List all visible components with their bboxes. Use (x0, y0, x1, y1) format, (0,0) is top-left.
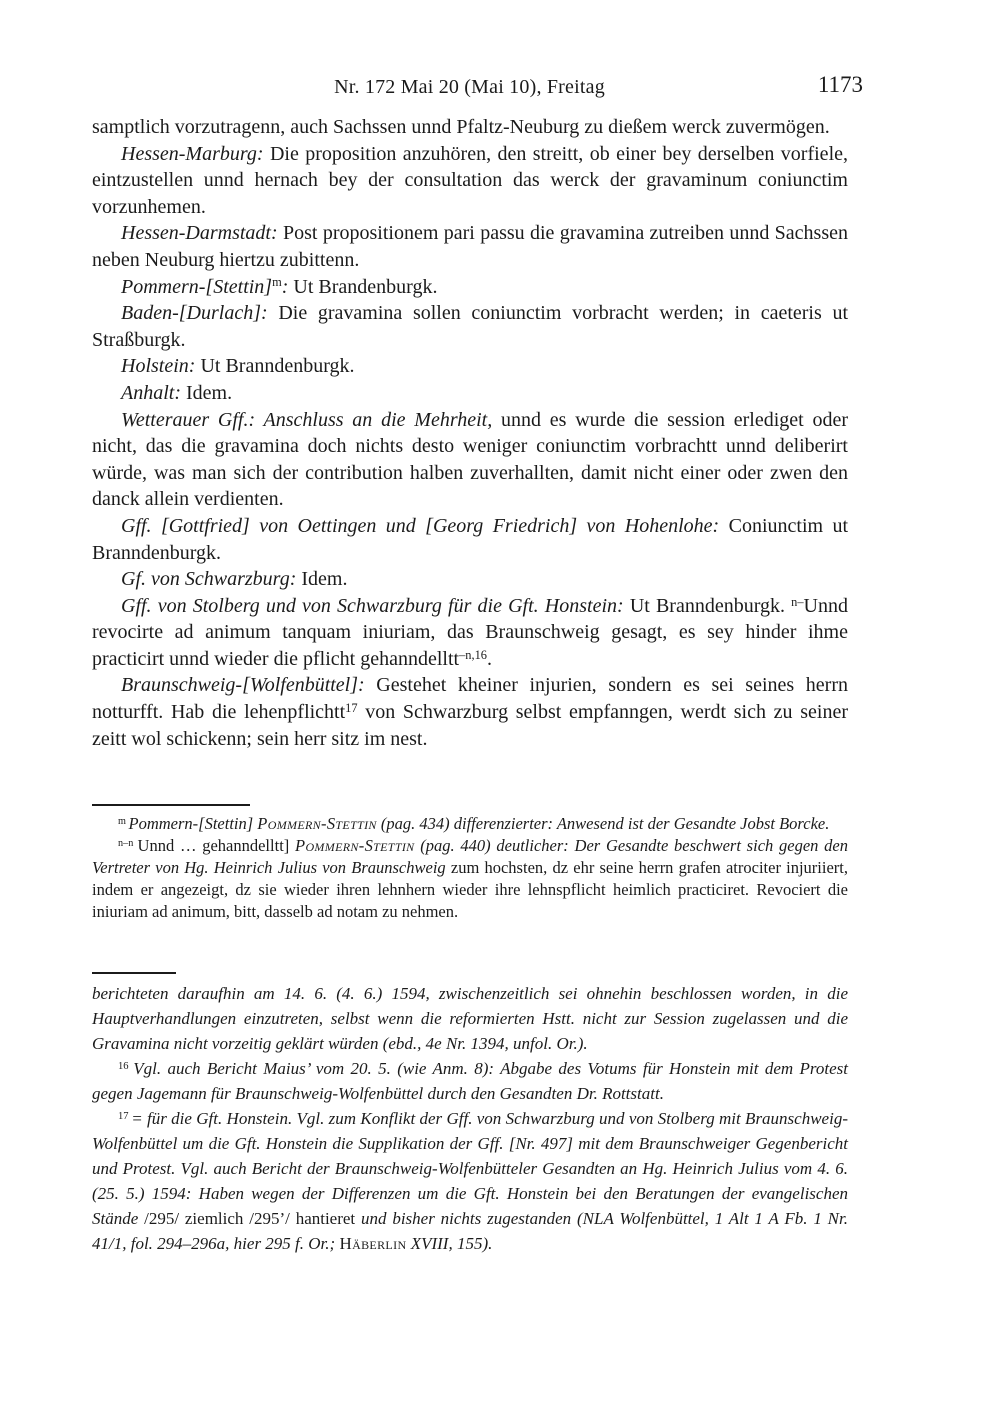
text-segment: . (486, 647, 492, 670)
paragraph (92, 513, 848, 566)
paragraph (92, 1106, 848, 1256)
text-segment: Pommern-Stettin (257, 814, 377, 833)
text-segment: Baden-[Durlach]: (121, 302, 279, 325)
running-head-title: Nr. 172 Mai 20 (Mai 10), Freitag (334, 76, 605, 98)
footnote-marker: m (118, 815, 129, 827)
text-segment: Pommern-[Stettin] (121, 275, 273, 298)
text-segment: von Schwarzburg selbst empfanngen, werdt sich zu seiner zeitt wol schickenn; sein herr sitz im nest. (92, 701, 848, 750)
text-segment: XVIII, 155). (406, 1234, 493, 1253)
apparatus-section (92, 804, 848, 923)
paragraph (92, 353, 848, 380)
paragraph (92, 672, 848, 752)
text-segment: Pommern-[Stettin] (128, 814, 258, 833)
footnote-marker: 17 (345, 700, 358, 715)
paragraph (92, 835, 848, 923)
text-segment: Hessen-Darmstadt: (121, 222, 284, 245)
apparatus-notes (92, 813, 848, 923)
apparatus-separator-rule (92, 804, 250, 806)
paragraph (92, 593, 848, 673)
text-segment: Wetterauer Gff.: Anschluss an die Mehrheit, (121, 408, 502, 431)
paragraph (92, 1056, 848, 1106)
paragraph (92, 274, 848, 301)
text-segment: Gff. von Stolberg und von Schwarzburg für die Gft. Honstein: (121, 594, 630, 617)
text-segment: Braunschweig-[Wolfenbüttel]: (121, 674, 377, 697)
text-segment: Post propositionem pari passu die gravamina zutreiben unnd Sachssen neben Neuburg hiertzu zubittenn. (92, 222, 848, 271)
text-segment: Holstein: (121, 355, 201, 378)
text-segment: Gff. [Gottfried] von Oettingen und [Georg Friedrich] von Hohenlohe: (121, 514, 729, 537)
text-segment: und bisher nichts zugestanden (NLA Wolfenbüttel, 1 Alt 1 A Fb. 1 Nr. 41/1, fol. 294–296a, hier 295 f. Or.; (92, 1209, 848, 1253)
text-segment: Häberlin (339, 1234, 407, 1253)
footnotes-section (92, 972, 848, 1256)
paragraph (92, 300, 848, 353)
paragraph (92, 141, 848, 221)
paragraph (92, 981, 848, 1056)
text-segment: (pag. 440) deutlicher: Der Gesandte beschwert sich gegen den Vertreter von Hg. Heinrich Julius von Braunschweig (92, 836, 849, 877)
text-segment: Vgl. auch Bericht Maius’ vom 20. 5. (wie Anm. 8): Abgabe des Votums für Honstein mit dem Protest gegen Jagemann für Braunschweig-Wolfenbüttel durch den Gesandten Dr. Rottstatt. (92, 1059, 848, 1103)
footnote-marker: m (272, 275, 282, 290)
text-segment: berichteten daraufhin am 14. 6. (4. 6.) 1594, zwischenzeitlich sei ohnehin beschlossen worden, in die Hauptverhandlungen einzutreten, selbst wenn die reformierten Hstt. nicht zur Session zugelassen und die Gravamina nicht vorzeitig geklärt würden (ebd., 4e Nr. 1394, unfol. Or.). (92, 984, 848, 1053)
text-segment: Hessen-Marburg: (121, 142, 270, 165)
paragraph (92, 380, 848, 407)
text-segment: zum hochsten, dz ehr seine herrn grafen atrociter injuriiert, indem er angezeigt, dz sie wieder ihren lehnhern wieder ihre lehnspflicht heimlich practiciret. Revociert die iniuriam ad animum, bitt, dasselb ad notam zu nehmen. (92, 858, 848, 921)
text-segment: Unnd revocirte ad animum tanquam iniuriam, das Braunschweig gesagt, es sey hinder ihme practicirt unnd wieder die pflicht gehanndelltt (92, 594, 848, 670)
text-segment: : (281, 275, 294, 298)
footnote-marker: n– (791, 594, 804, 609)
text-segment: (pag. 434) differenzierter: Anwesend ist der Gesandte Jobst Borcke. (376, 814, 830, 833)
text-segment: Anhalt: (121, 381, 186, 404)
paragraph (92, 407, 848, 513)
text-segment: Ut Brandenburgk. (293, 275, 438, 298)
text-segment: unnd es wurde die session erlediget oder nicht, das die gravamina doch nichts desto weniger coniunctim vorbrachtt unnd deliberirt würde, was man sich der contribution halben zuverhallten, damit nicht einer oder zwen den danck allein verdienten. (92, 408, 849, 511)
text-segment: Gestehet kheiner injurien, sondern es sei seines herrn notturfft. Hab die lehenpflichtt (92, 674, 848, 724)
text-segment: Idem. (186, 381, 233, 404)
text-segment: Pommern-Stettin (295, 836, 415, 855)
footnote-notes (92, 981, 848, 1256)
text-segment: Unnd … gehanndelltt] (137, 836, 296, 855)
footnote-separator-rule (92, 972, 176, 974)
main-text (92, 114, 848, 752)
text-segment: Idem. (301, 568, 348, 591)
text-segment: Die gravamina sollen coniunctim vorbracht werden; in caeteris ut Straßburgk. (92, 302, 849, 351)
paragraph (92, 220, 848, 273)
paragraph (92, 114, 848, 141)
footnote-marker: n–n (118, 837, 138, 849)
text-segment: Die proposition anzuhören, den streitt, ob einer bey derselben vorfiele, eintzustellen unnd hernach bey der consultation das werck der gravaminum coniunctim vorzunhemen. (92, 142, 848, 218)
text-segment: = für die Gft. Honstein. Vgl. zum Konflikt der Gff. von Schwarzburg und von Stolberg mit Braunschweig-Wolfenbüttel um die Gft. Honstein die Supplikation der Gff. [Nr. 497] mit dem Braunschweiger Gegenbericht und Protest. Vgl. auch Bericht der Braunschweig-Wolfenbütteler Gesandten an Hg. Heinrich Julius vom 4. 6. (25. 5.) 1594: Haben wegen der Differenzen um die Gft. Honstein bei den Beratungen der evangelischen Stände (92, 1109, 848, 1228)
page-header (92, 74, 863, 104)
footnote-marker: 17 (118, 1110, 132, 1122)
text-segment: /295/ ziemlich /295’/ hantieret (144, 1209, 361, 1228)
text-segment: samptlich vorzutragenn, auch Sachssen unnd Pfaltz-Neuburg zu dießem werck zuvermögen. (92, 116, 830, 138)
paragraph (92, 566, 848, 593)
text-segment: Gf. von Schwarzburg: (121, 568, 302, 591)
footnote-marker: 16 (118, 1060, 134, 1072)
paragraph (92, 813, 848, 835)
footnote-marker: –n,16 (459, 647, 487, 662)
text-segment: Coniunctim ut Branndenburgk. (92, 514, 849, 564)
text-segment: Ut Branndenburgk. (629, 594, 792, 617)
text-segment: Ut Branndenburgk. (200, 355, 355, 378)
page-number: 1173 (817, 72, 863, 97)
